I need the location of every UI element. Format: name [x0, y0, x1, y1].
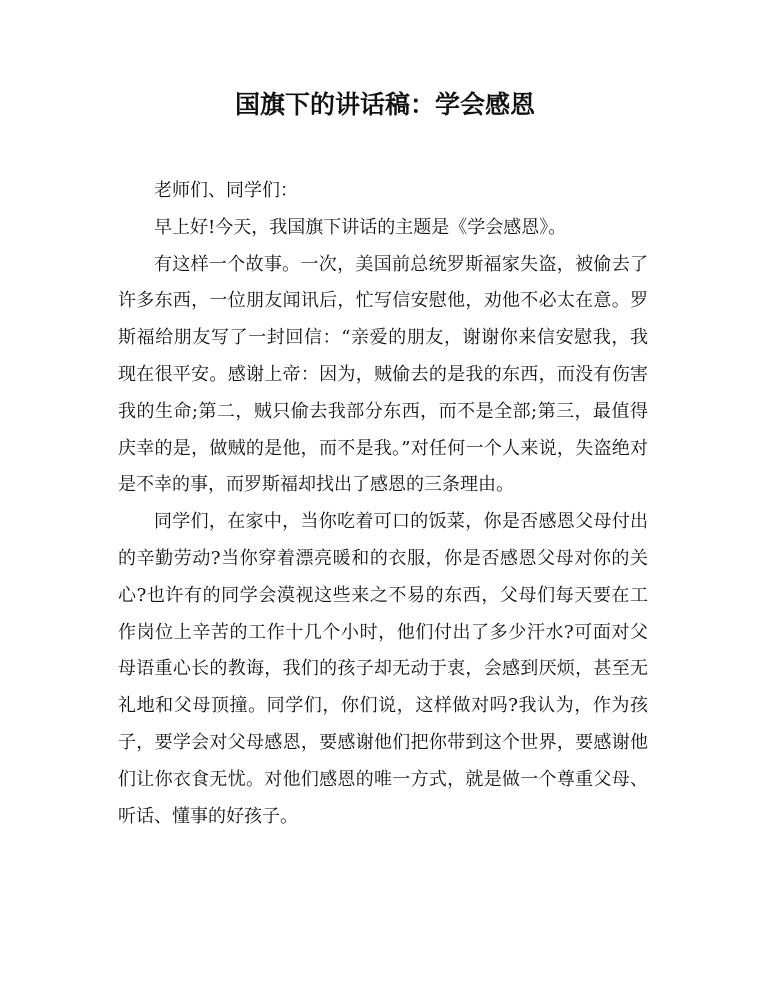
document-body: [118, 173, 648, 835]
salutation-paragraph: 老师们、同学们：: [154, 180, 298, 201]
parents-paragraph: 同学们，在家中，当你吃着可口的饭菜，你是否感恩父母付出的辛勤劳动?当你穿着漂亮暖和的衣服，你是否感恩父母对你的关心?也许有的同学会漠视这些来之不易的东西，父母们每天要在工作岗位上辛苦的工作十几个小时，他们付出了多少汗水?可面对父母语重心长的教诲，我们的孩子却无动于衷，会感到厌烦，甚至无礼地和父母顶撞。同学们，你们说，这样做对吗?我认为，作为孩子，要学会对父母感恩，要感谢他们把你带到这个世界，要感谢他们让你衣食无忧。对他们感恩的唯一方式，就是做一个尊重父母、听话、懂事的好孩子。: [118, 511, 648, 827]
story-paragraph: 有这样一个故事。一次，美国前总统罗斯福家失盗，被偷去了许多东西，一位朋友闻讯后，忙写信安慰他，劝他不必太在意。罗斯福给朋友写了一封回信：“亲爱的朋友，谢谢你来信安慰我，我现在很平安。感谢上帝：因为，贼偷去的是我的东西，而没有伤害我的生命;第二，贼只偷去我部分东西，而不是全部;第三，最值得庆幸的是，做贼的是他，而不是我。”对任何一个人来说，失盗绝对是不幸的事，而罗斯福却找出了感恩的三条理由。: [118, 253, 648, 496]
greeting-paragraph: 早上好!今天，我国旗下讲话的主题是《学会感恩》。: [154, 216, 567, 238]
document-title: 国旗下的讲话稿：学会感恩: [234, 90, 535, 119]
